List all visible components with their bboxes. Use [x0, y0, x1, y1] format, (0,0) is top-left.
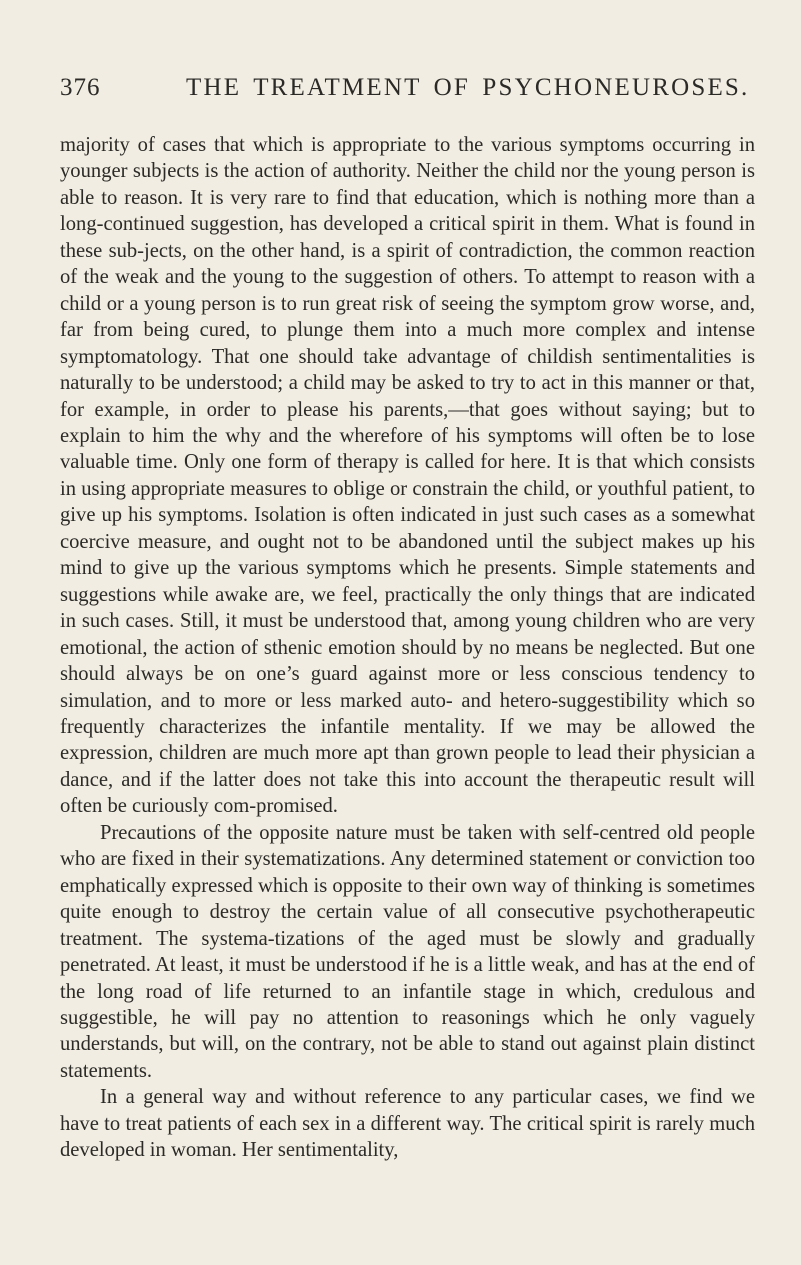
running-title: THE TREATMENT OF PSYCHONEUROSES.	[186, 74, 750, 101]
body-text	[60, 132, 755, 1164]
paragraph: In a general way and without reference to any particular cases, we find we have to treat patients of each sex in a different way. The critical spirit is rarely much developed in woman. Her sentimentality,	[60, 1086, 755, 1162]
paragraph: Precautions of the opposite nature must be taken with self-centred old people who are fixed in their systematizations. Any determined statement or conviction too emphatically expressed which is opposite to their own way of thinking is sometimes quite enough to destroy the certain value of all consecutive psychotherapeutic treatment. The systema-tizations of the aged must be slowly and gradually penetrated. At least, it must be understood if he is a little weak, and has at the end of the long road of life returned to an infantile stage in which, credulous and suggestible, he will pay no attention to reasonings which he only vaguely understands, but will, on the contrary, not be able to stand out against plain distinct statements.	[60, 821, 755, 1082]
paragraph-continued: majority of cases that which is appropriate to the various symptoms occurring in younger subjects is the action of authority. Neither the child nor the young person is able to reason. It is very rare to find that education, which is nothing more than a long-continued suggestion, has developed a critical spirit in them. What is found in these sub-jects, on the other hand, is a spirit of contradiction, the common reaction of the weak and the young to the suggestion of others. To attempt to reason with a child or a young person is to run great risk of seeing the symptom grow worse, and, far from being cured, to plunge them into a much more complex and intense symptomatology. That one should take advantage of childish sentimentalities is naturally to be understood; a child may be asked to try to act in this manner or that, for example, in order to please his parents,—that goes without saying; but to explain to him the why and the wherefore of his symptoms will often be to lose valuable time. Only one form of therapy is called for here. It is that which consists in using appropriate measures to oblige or constrain the child, or youthful patient, to give up his symptoms. Isolation is often indicated in just such cases as a somewhat coercive measure, and ought not to be abandoned until the subject makes up his mind to give up the various symptoms which he presents. Simple statements and suggestions while awake are, we feel, practically the only things that are indicated in such cases. Still, it must be understood that, among young children who are very emotional, the action of sthenic emotion should by no means be neglected. But one should always be on one’s guard against more or less conscious tendency to simulation, and to more or less marked auto- and hetero-suggestibility which so frequently characterizes the infantile mentality. If we may be allowed the expression, children are much more apt than grown people to lead their physician a dance, and if the latter does not take this into account the therapeutic result will often be curiously com-promised.	[60, 134, 755, 818]
page-number: 376	[60, 74, 101, 101]
running-head	[60, 74, 755, 114]
